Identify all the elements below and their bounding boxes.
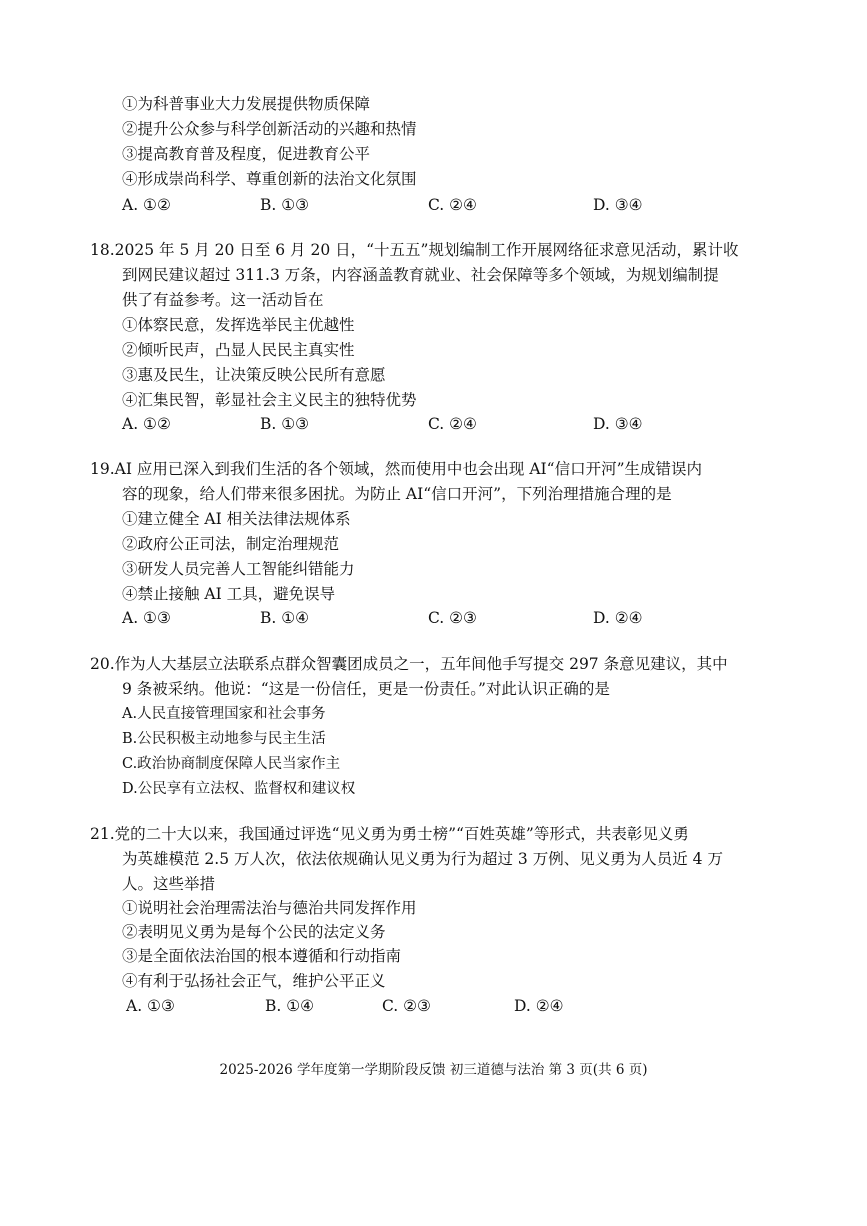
option-item: ③提高教育普及程度，促进教育公平 bbox=[122, 145, 371, 163]
option-item: ①体察民意，发挥选举民主优越性 bbox=[122, 316, 355, 334]
option-a: A.人民直接管理国家和社会事务 bbox=[122, 706, 326, 722]
question-stem: 供了有益参考。这一活动旨在 bbox=[122, 291, 324, 309]
option-c: C.政治协商制度保障人民当家作主 bbox=[122, 756, 341, 772]
choice-a: A. ①③ bbox=[122, 609, 171, 627]
option-item: ③惠及民生，让决策反映公民所有意愿 bbox=[122, 366, 386, 384]
option-item: ②政府公正司法，制定治理规范 bbox=[122, 535, 340, 553]
question-stem: 21.党的二十大以来，我国通过评选“见义勇为勇士榜”“百姓英雄”等形式，共表彰见义勇 bbox=[90, 825, 689, 843]
choice-c: C. ②④ bbox=[428, 415, 477, 433]
choice-c: C. ②③ bbox=[428, 609, 477, 627]
choice-c: C. ②④ bbox=[428, 196, 477, 214]
option-item: ③是全面依法治国的根本遵循和行动指南 bbox=[122, 947, 402, 965]
question-stem: 20.作为人大基层立法联系点群众智囊团成员之一，五年间他手写提交 297 条意见建议，其中 bbox=[90, 655, 728, 673]
question-stem: 9 条被采纳。他说：“这是一份信任，更是一份责任。”对此认识正确的是 bbox=[122, 680, 610, 698]
question-stem: 18.2025 年 5 月 20 日至 6 月 20 日，“十五五”规划编制工作开展网络征求意见活动，累计收 bbox=[90, 241, 739, 259]
choice-d: D. ②④ bbox=[593, 609, 643, 627]
option-item: ②倾听民声，凸显人民民主真实性 bbox=[122, 341, 355, 359]
page-footer: 2025-2026 学年度第一学期阶段反馈 初三道德与法治 第 3 页(共 6 页) bbox=[219, 1062, 648, 1078]
choice-b: B. ①④ bbox=[260, 609, 310, 627]
choice-c: C. ②③ bbox=[382, 997, 431, 1015]
question-stem: 容的现象，给人们带来很多困扰。为防止 AI“信口开河”，下列治理措施合理的是 bbox=[122, 485, 672, 503]
question-stem: 人。这些举措 bbox=[122, 875, 216, 893]
option-item: ④汇集民智，彰显社会主义民主的独特优势 bbox=[122, 391, 417, 409]
option-item: ④禁止接触 AI 工具，避免误导 bbox=[122, 585, 336, 603]
choice-b: B. ①④ bbox=[265, 997, 315, 1015]
choice-d: D. ②④ bbox=[514, 997, 564, 1015]
option-item: ④形成崇尚科学、尊重创新的法治文化氛围 bbox=[122, 170, 417, 188]
option-item: ②表明见义勇为是每个公民的法定义务 bbox=[122, 923, 386, 941]
option-b: B.公民积极主动地参与民主生活 bbox=[122, 731, 326, 747]
choice-a: A. ①② bbox=[122, 196, 171, 214]
option-item: ③研发人员完善人工智能纠错能力 bbox=[122, 560, 355, 578]
option-d: D.公民享有立法权、监督权和建议权 bbox=[122, 781, 356, 797]
question-stem: 为英雄模范 2.5 万人次，依法依规确认见义勇为行为超过 3 万例、见义勇为人员近 4 万 bbox=[122, 850, 723, 868]
choice-d: D. ③④ bbox=[593, 415, 643, 433]
choice-d: D. ③④ bbox=[593, 196, 643, 214]
choice-a: A. ①③ bbox=[126, 997, 175, 1015]
option-item: ①为科普事业大力发展提供物质保障 bbox=[122, 95, 371, 113]
choice-a: A. ①② bbox=[122, 415, 171, 433]
option-item: ①说明社会治理需法治与德治共同发挥作用 bbox=[122, 899, 417, 917]
option-item: ④有利于弘扬社会正气，维护公平正义 bbox=[122, 972, 386, 990]
question-stem: 19.AI 应用已深入到我们生活的各个领域，然而使用中也会出现 AI“信口开河”生成错误内 bbox=[90, 460, 702, 478]
choice-b: B. ①③ bbox=[260, 196, 310, 214]
option-item: ②提升公众参与科学创新活动的兴趣和热情 bbox=[122, 120, 417, 138]
question-stem: 到网民建议超过 311.3 万条，内容涵盖教育就业、社会保障等多个领域，为规划编制提 bbox=[122, 266, 719, 284]
choice-b: B. ①③ bbox=[260, 415, 310, 433]
option-item: ①建立健全 AI 相关法律法规体系 bbox=[122, 510, 351, 528]
